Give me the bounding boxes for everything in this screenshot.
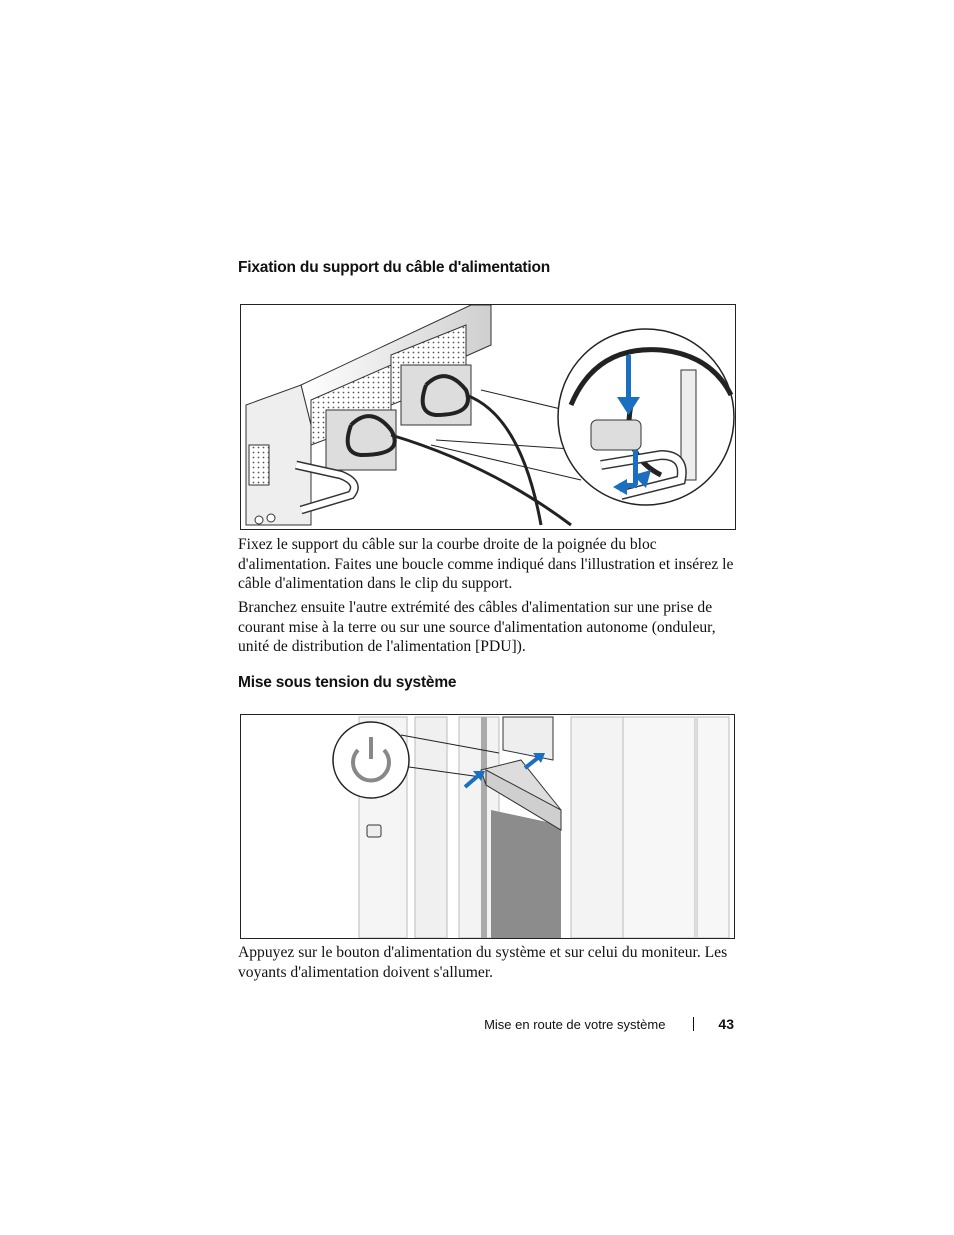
section-heading-cable-bracket: Fixation du support du câble d'alimentation xyxy=(238,259,550,276)
page-number: 43 xyxy=(718,1016,734,1032)
page-footer xyxy=(484,1016,734,1032)
paragraph-cable-bracket-1: Fixez le support du câble sur la courbe droite de la poignée du bloc d'alimentation. Faites une boucle comme indiqué dans l'illustration et insérez le câble d'alimentation dans le clip du support. xyxy=(238,536,734,592)
section-heading-power-on: Mise sous tension du système xyxy=(238,674,457,691)
power-on-illustration xyxy=(241,715,734,938)
figure-cable-bracket xyxy=(240,304,736,530)
footer-separator xyxy=(693,1017,694,1031)
paragraph-cable-bracket-2: Branchez ensuite l'autre extrémité des câbles d'alimentation sur une prise de courant mise à la terre ou sur une source d'alimentation autonome (onduleur, unité de distribution de l'alimentation [PDU]). xyxy=(238,599,716,655)
cable-bracket-illustration xyxy=(241,305,735,529)
power-symbol-icon xyxy=(333,722,409,798)
figure-power-on xyxy=(240,714,735,939)
footer-chapter-title: Mise en route de votre système xyxy=(484,1016,666,1032)
paragraph-power-on: Appuyez sur le bouton d'alimentation du système et sur celui du moniteur. Les voyants d'alimentation doivent s'allumer. xyxy=(238,944,728,981)
